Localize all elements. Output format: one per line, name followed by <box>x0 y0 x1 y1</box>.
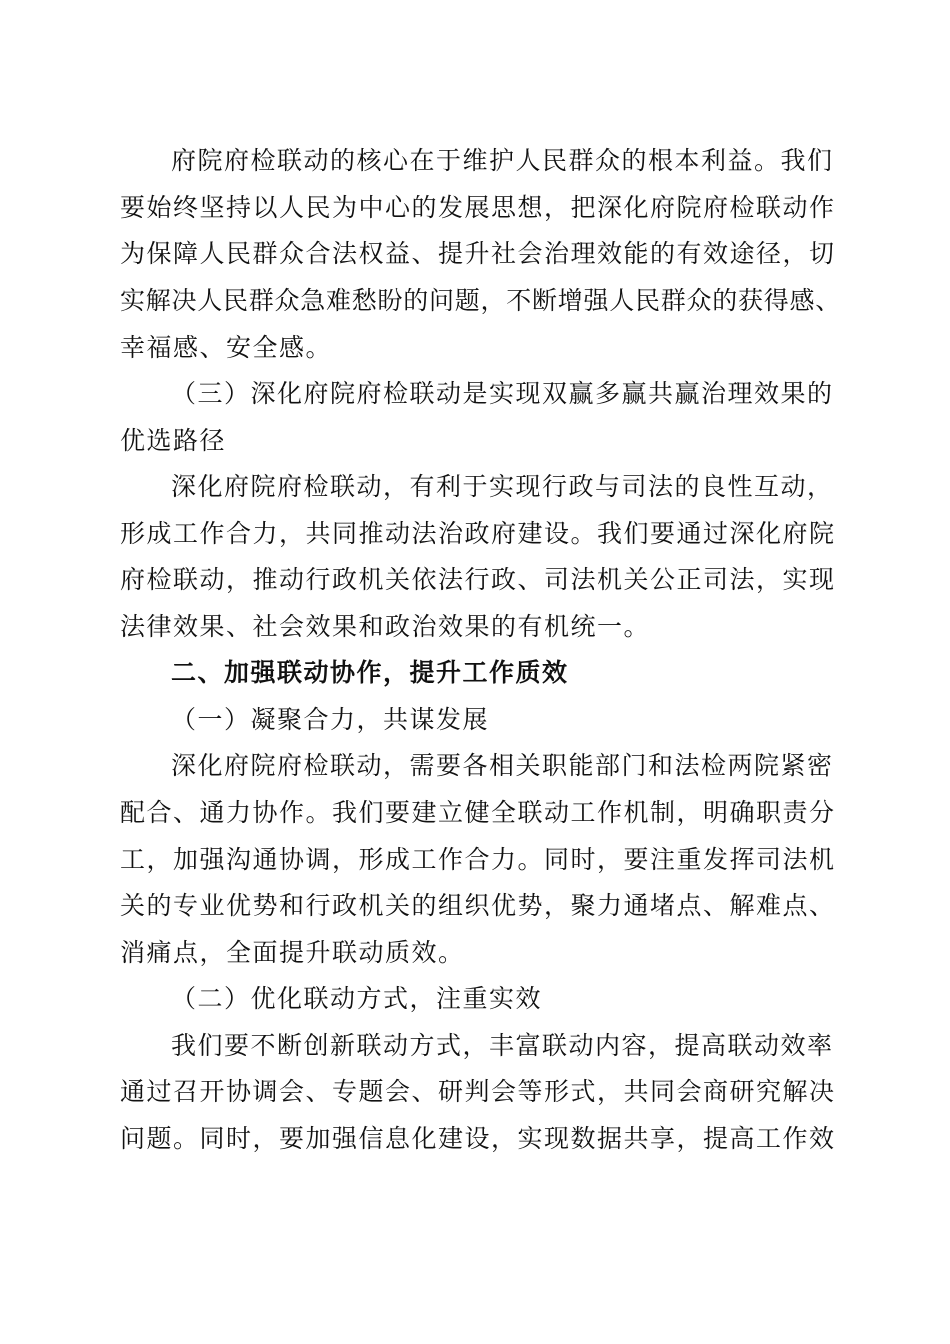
paragraph-line: 深化府院府检联动，需要各相关职能部门和法检两院紧密 <box>171 751 834 780</box>
paragraph-line: 通过召开协调会、专题会、研判会等形式，共同会商研究解决 <box>120 1077 836 1106</box>
section-heading-2: （二）优化联动方式，注重实效 <box>171 984 543 1013</box>
paragraph-line: 府院府检联动的核心在于维护人民群众的根本利益。我们 <box>171 146 834 175</box>
section-heading-3: （三）深化府院府检联动是实现双赢多赢共赢治理效果的 <box>171 379 834 408</box>
paragraph-line: 要始终坚持以人民为中心的发展思想，把深化府院府检联动作 <box>120 193 836 222</box>
paragraph-line: 为保障人民群众合法权益、提升社会治理效能的有效途径，切 <box>120 239 836 268</box>
paragraph-line: 府检联动，推动行政机关依法行政、司法机关公正司法，实现 <box>120 565 836 594</box>
paragraph-line: 关的专业优势和行政机关的组织优势，聚力通堵点、解难点、 <box>120 891 836 920</box>
paragraph-line: 幸福感、安全感。 <box>120 333 333 362</box>
chapter-heading-2: 二、加强联动协作，提升工作质效 <box>171 658 569 687</box>
paragraph-line: 形成工作合力，共同推动法治政府建设。我们要通过深化府院 <box>120 519 836 548</box>
section-heading-1: （一）凝聚合力，共谋发展 <box>171 705 490 734</box>
paragraph-line: 法律效果、社会效果和政治效果的有机统一。 <box>120 612 651 641</box>
paragraph-line: 实解决人民群众急难愁盼的问题，不断增强人民群众的获得感、 <box>120 286 842 315</box>
paragraph-line: 我们要不断创新联动方式，丰富联动内容，提高联动效率 <box>171 1031 834 1060</box>
paragraph-line: 消痛点，全面提升联动质效。 <box>120 938 465 967</box>
paragraph-line: 工，加强沟通协调，形成工作合力。同时，要注重发挥司法机 <box>120 845 836 874</box>
paragraph-line: 配合、通力协作。我们要建立健全联动工作机制，明确职责分 <box>120 798 836 827</box>
section-heading-3-cont: 优选路径 <box>120 426 227 455</box>
paragraph-line: 问题。同时，要加强信息化建设，实现数据共享，提高工作效 <box>120 1124 836 1153</box>
paragraph-line: 深化府院府检联动，有利于实现行政与司法的良性互动， <box>171 472 834 501</box>
